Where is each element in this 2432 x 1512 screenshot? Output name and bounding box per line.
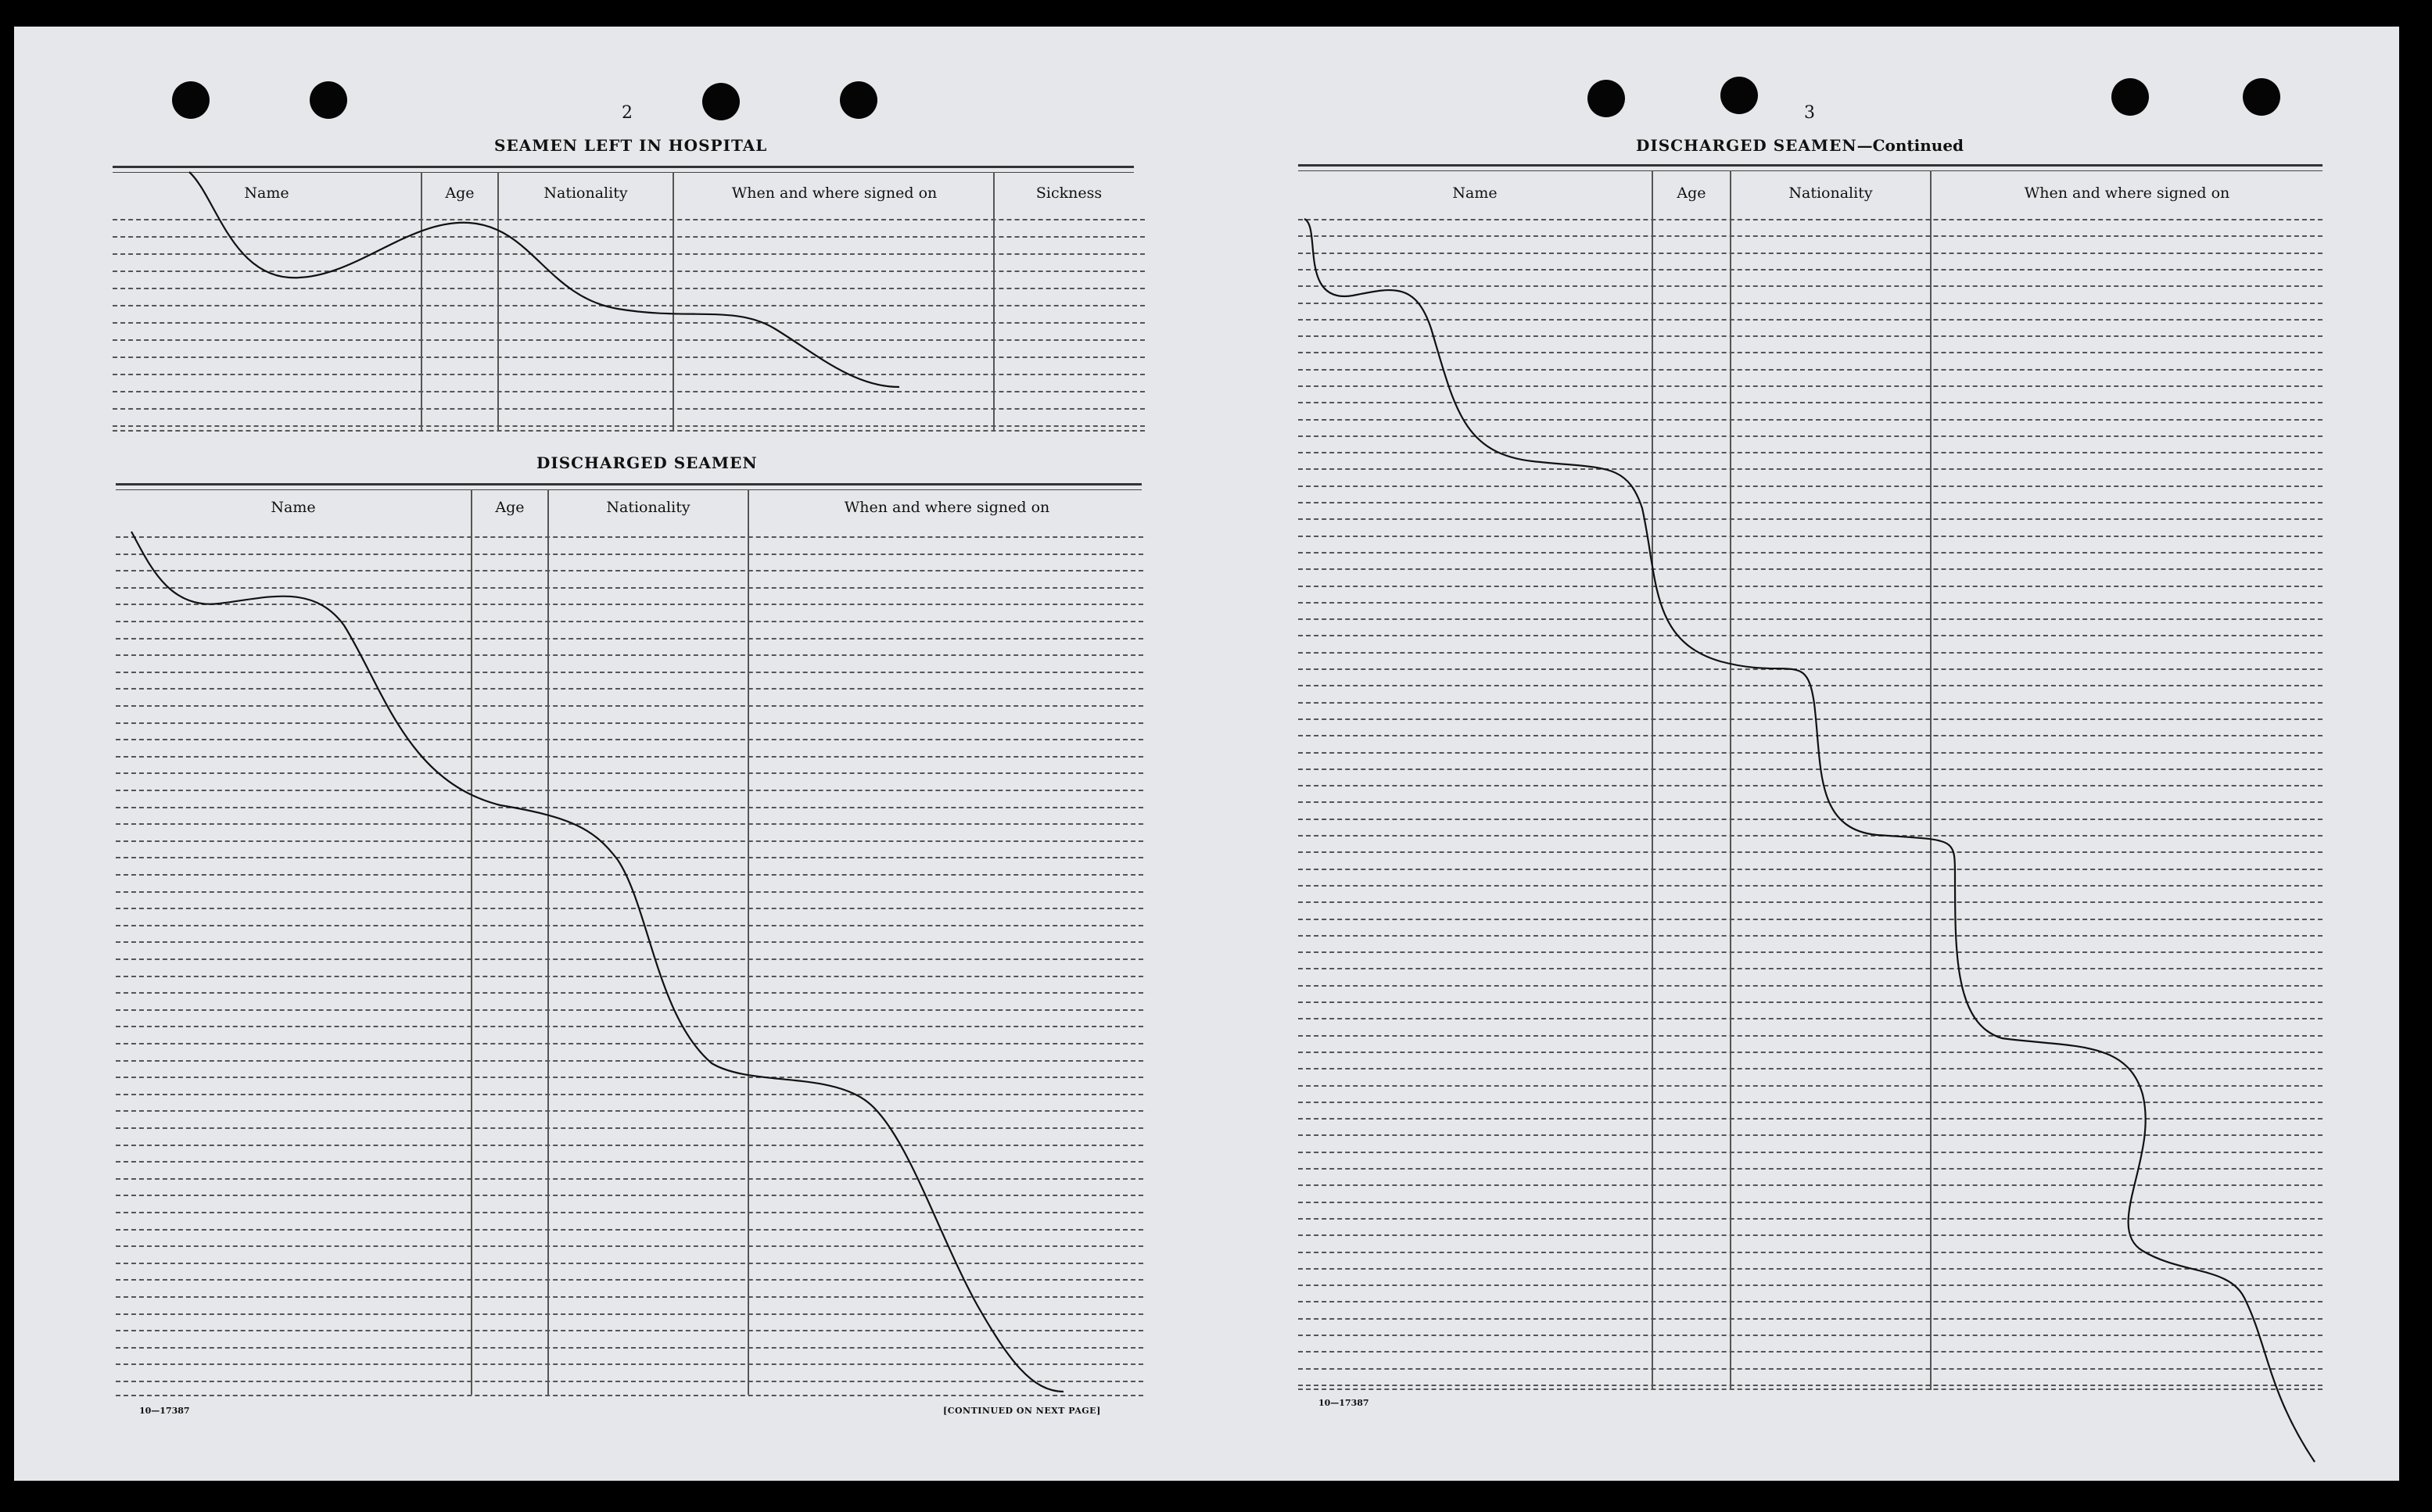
- form-number: 10—17387: [1318, 1398, 1369, 1408]
- page-number: 2: [622, 103, 633, 123]
- page-number: 3: [1804, 103, 1815, 123]
- column-header-name: Name: [271, 499, 316, 516]
- column-header-name: Name: [1452, 185, 1498, 202]
- column-header-sickness: Sickness: [1035, 185, 1103, 202]
- title-suffix: —Continued: [1856, 136, 1964, 155]
- column-header-nationality: Nationality: [606, 499, 691, 516]
- cancellation-curve: [131, 532, 1064, 1392]
- column-header-age: Age: [495, 499, 525, 516]
- column-header-nationality: Nationality: [1788, 185, 1873, 202]
- continued-note: [CONTINUED ON NEXT PAGE]: [943, 1406, 1101, 1416]
- hospital-section-title: SEAMEN LEFT IN HOSPITAL: [494, 136, 768, 155]
- column-header-age: Age: [445, 185, 475, 202]
- discharged-section-title: DISCHARGED SEAMEN: [536, 453, 758, 472]
- cancellation-curve: [189, 172, 899, 387]
- cancellation-curve: [1304, 219, 2315, 1462]
- column-header-nationality: Nationality: [543, 185, 628, 202]
- column-header-name: Name: [244, 185, 289, 202]
- column-header-age: Age: [1677, 185, 1706, 202]
- column-header-signed-on: When and where signed on: [731, 185, 938, 202]
- title-main: DISCHARGED SEAMEN: [1636, 136, 1857, 155]
- column-header-signed-on: When and where signed on: [2024, 185, 2230, 202]
- column-header-signed-on: When and where signed on: [844, 499, 1050, 516]
- form-number: 10—17387: [139, 1406, 190, 1416]
